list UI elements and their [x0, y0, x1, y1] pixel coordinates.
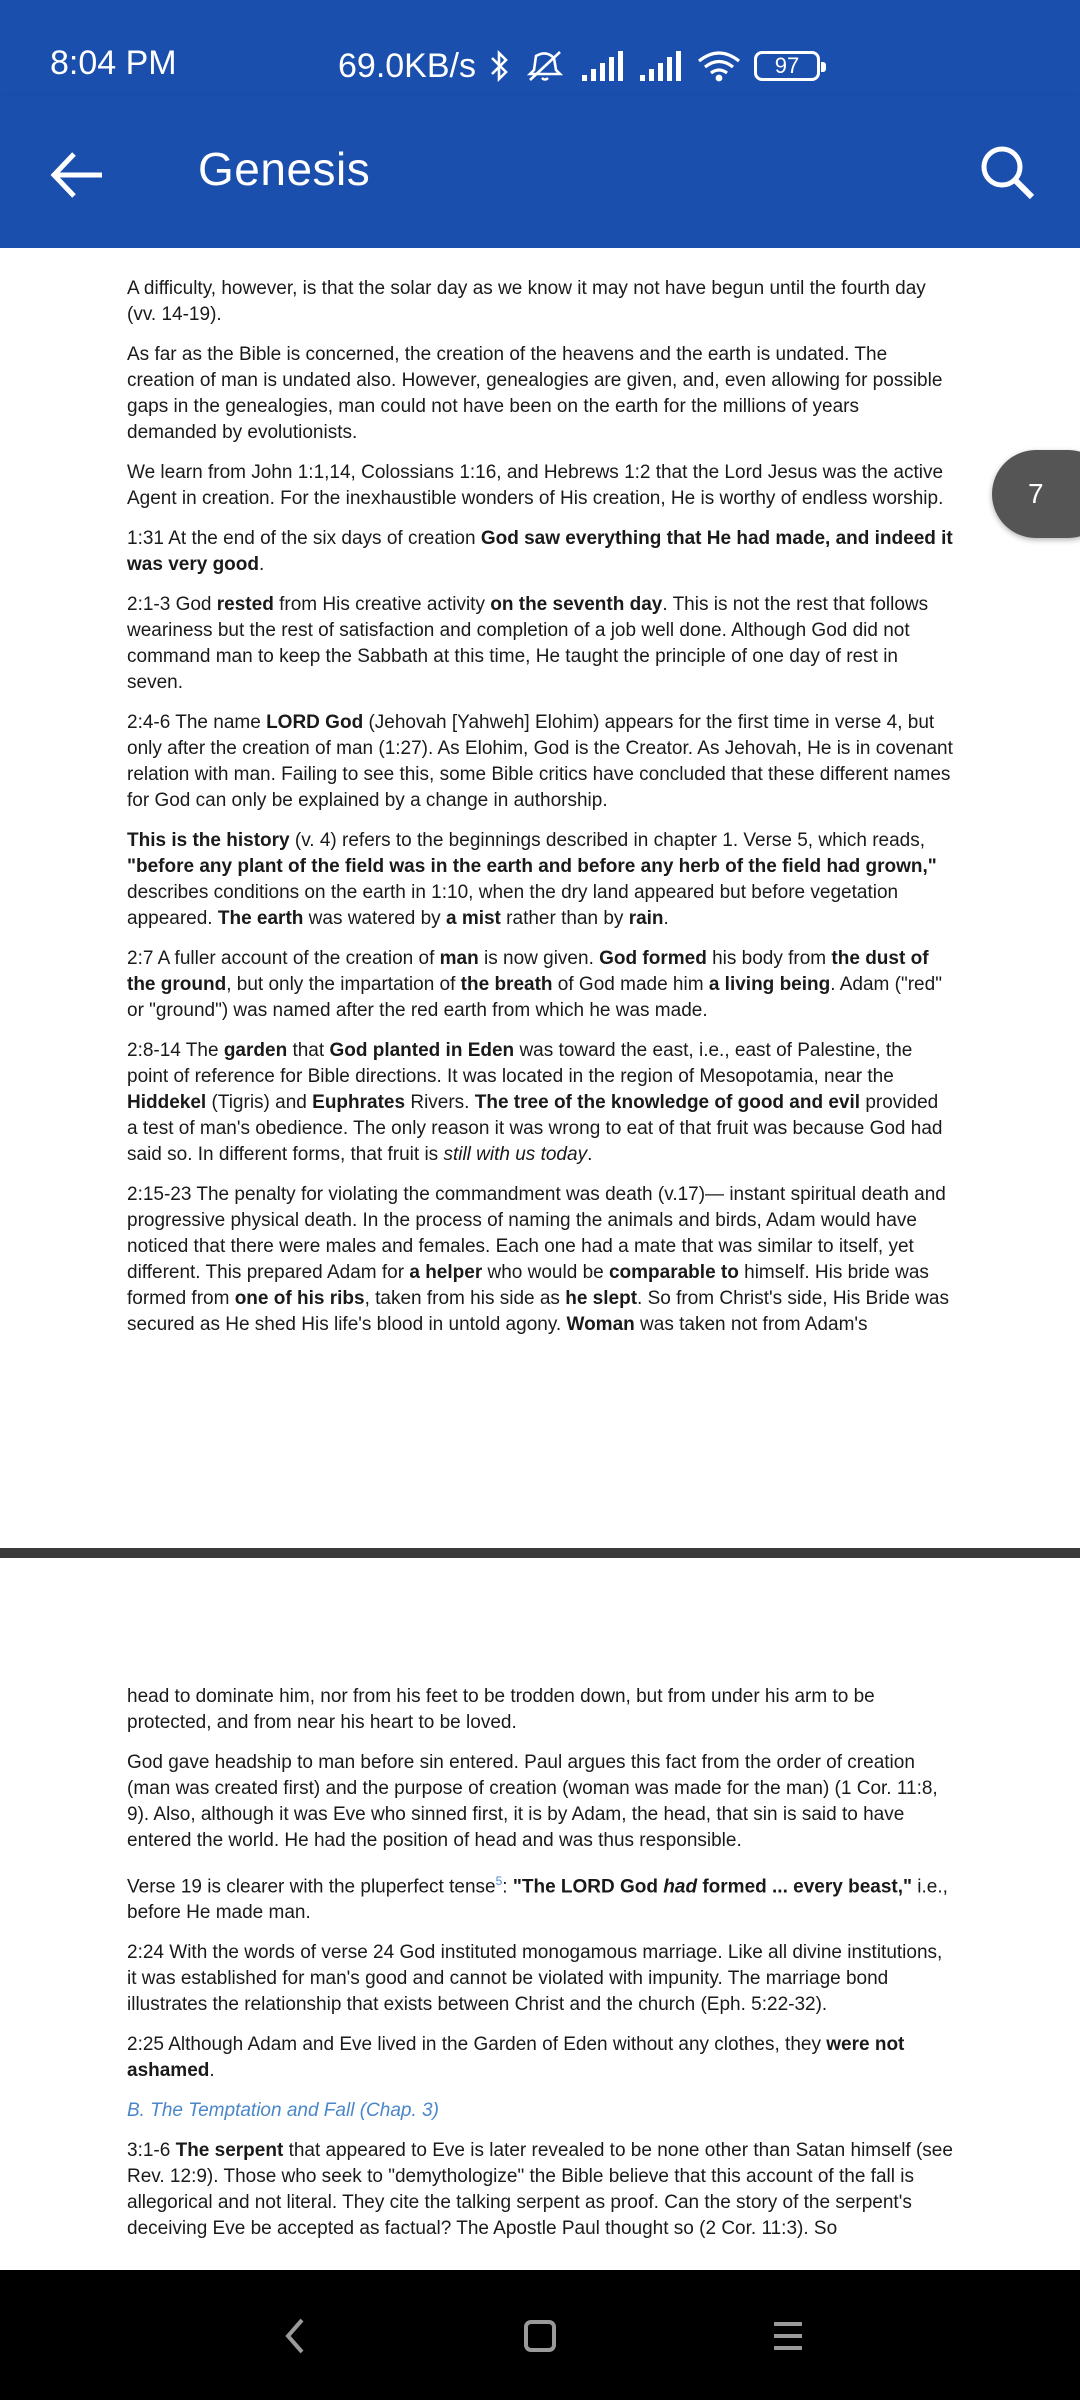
text-run: 2:7 A fuller account of the creation of [127, 948, 440, 969]
text-run: himself. His bride was formed from [127, 1262, 929, 1309]
text-run: was taken not from Adam's [634, 1314, 868, 1335]
text-run: (v. 4) refers to the beginnings described in chapter 1. Verse 5, which reads, [289, 830, 926, 851]
text-run: As far as the Bible is concerned, the creation of the heavens and the earth is undated. The creation of man is undated also. However, genealogies are given, and, even allowing for possible gaps in the genealogies, man could not have been on the earth for the millions of years demanded by evolutionists. [127, 344, 943, 443]
paragraph [127, 1750, 953, 1854]
page-divider [0, 1548, 1080, 1558]
text-run: 3:1-6 [127, 2140, 176, 2162]
paragraph [127, 1940, 953, 2018]
bold-text: Woman [566, 1314, 635, 1335]
paragraph [127, 342, 953, 446]
menu-icon [760, 2308, 816, 2364]
search-button[interactable] [972, 138, 1042, 208]
paragraph [127, 2138, 953, 2242]
text-run: i.e., before He made man. [127, 1876, 948, 1924]
paragraph [127, 526, 953, 578]
text-run: (Tigris) and [206, 1092, 313, 1113]
text-run: from His creative activity [273, 594, 491, 615]
app-bar [0, 96, 1080, 248]
bold-text: formed ... every beast," [697, 1876, 913, 1898]
text-run: provided a test of man's obedience. The only reason it was wrong to eat of that fruit was because God had said so. In different forms, that fruit is [127, 1092, 943, 1165]
text-run: 2:25 Although Adam and Eve lived in the Garden of Eden without any clothes, they [127, 2034, 827, 2056]
status-indicators [338, 40, 820, 92]
text-run: Verse 19 is clearer with the pluperfect tense [127, 1876, 496, 1898]
bold-text: a living being [708, 974, 831, 995]
bold-text: LORD God [266, 712, 364, 733]
text-run: of God made him [552, 974, 709, 995]
italic-text: still with us today [443, 1144, 588, 1165]
emphasis-text: had [663, 1876, 698, 1898]
bold-text: rain [628, 908, 664, 929]
paragraph [127, 592, 953, 696]
status-time: 8:04 PM [50, 44, 177, 82]
chevron-left-icon [268, 2308, 324, 2364]
bold-text: God planted in Eden [329, 1040, 515, 1061]
paragraph [127, 460, 953, 512]
text-run: , taken from his side as [364, 1288, 566, 1309]
paragraph [127, 946, 953, 1024]
text-run: . This is not the rest that follows weariness but the rest of satisfaction and completion of a job well done. Although God did not command man to keep the Sabbath at this time, He taught the principle of one day of rest in seven. [127, 594, 929, 693]
paragraph [127, 276, 953, 328]
text-run: 2:24 With the words of verse 24 God instituted monogamous marriage. Like all divine institutions, it was established for man's good and cannot be violated with impunity. The marriage bond illustrates the relationship that exists between Christ and the church (Eph. 5:22-32). [127, 1942, 943, 2016]
bold-text: comparable to [608, 1262, 739, 1283]
bold-text: "before any plant of the field was in the earth and before any herb of the field had grown," [127, 856, 937, 877]
signal-icon-2 [638, 49, 684, 83]
wifi-icon [696, 49, 742, 83]
text-run: rather than by [500, 908, 629, 929]
text-run: describes conditions on the earth in 1:10, when the dry land appeared but before vegetation appeared. [127, 882, 899, 929]
page-number: 7 [1028, 478, 1044, 509]
text-run: (Jehovah [Yahweh] Elohim) appears for the first time in verse 4, but only after the creation of man (1:27). As Elohim, God is the Creator. As Jehovah, He is in covenant relation with man. Failing to see this, some Bible critics have concluded that these different names for God can only be explained by a change in authorship. [127, 712, 953, 811]
paragraph [127, 1684, 953, 1736]
nav-recents-button[interactable] [760, 2308, 816, 2364]
back-button[interactable] [44, 140, 114, 210]
text-run: his body from [706, 948, 832, 969]
text-run: . So from Christ's side, His Bride was secured as He shed His life's blood in untold agony. [127, 1288, 949, 1335]
nav-back-button[interactable] [268, 2308, 324, 2364]
bold-text: he slept [565, 1288, 638, 1309]
battery-level: 97 [774, 53, 800, 78]
bold-text: the dust of the ground [127, 948, 929, 995]
nav-home-button[interactable] [512, 2308, 568, 2364]
arrow-left-icon [44, 140, 114, 210]
text-run: head to dominate him, nor from his feet to be trodden down, but from under his arm to be protected, and from near his heart to be loved. [127, 1686, 875, 1733]
text-run: . [259, 554, 265, 575]
bluetooth-icon [488, 48, 512, 84]
footnote-ref[interactable]: 5 [495, 1874, 503, 1888]
bold-text: man [439, 948, 479, 969]
text-run: that [287, 1040, 330, 1061]
document-page-2[interactable] [0, 1558, 1080, 2270]
bold-text: Euphrates [312, 1092, 406, 1113]
text-run: 2:1-3 God [127, 594, 217, 615]
battery-icon [754, 51, 820, 81]
bold-text: "The LORD God [512, 1876, 664, 1898]
signal-icon-1 [580, 49, 626, 83]
bold-text: The serpent [175, 2140, 284, 2162]
document-page-1[interactable] [0, 248, 1080, 1548]
paragraph [127, 1182, 953, 1338]
text-run: is now given. [478, 948, 600, 969]
search-icon [972, 138, 1042, 208]
bold-text: The tree of the knowledge of good and evil [474, 1092, 861, 1113]
network-speed: 69.0KB/s [338, 46, 476, 85]
bold-text: The earth [217, 908, 304, 929]
text-run: 2:15-23 The penalty for violating the commandment was death (v.17)— instant spiritual death and progressive physical death. In the process of naming the animals and birds, Adam would have noticed that there were males and females. Each one had a mate that was similar to itself, yet different. This prepared Adam for [127, 1184, 946, 1283]
bold-text: This is the history [127, 830, 290, 851]
text-run: A difficulty, however, is that the solar day as we know it may not have begun until the fourth day (vv. 14-19). [127, 278, 926, 325]
bold-text: the breath [460, 974, 553, 995]
system-nav-bar [0, 2270, 1080, 2400]
section-heading: B. The Temptation and Fall (Chap. 3) [127, 2100, 439, 2122]
paragraph [127, 2032, 953, 2084]
text-run: We learn from John 1:1,14, Colossians 1:16, and Hebrews 1:2 that the Lord Jesus was the active Agent in creation. For the inexhaustible wonders of His creation, He is worthy of endless worship. [127, 462, 944, 509]
bold-text: on the seventh day [490, 594, 663, 615]
text-run: 1:31 At the end of the six days of creation [127, 528, 481, 549]
paragraph [127, 1868, 953, 1926]
bold-text: God saw everything that He had made, and indeed it was very good [127, 528, 953, 575]
bold-text: were not ashamed [127, 2034, 905, 2082]
text-run: was toward the east, i.e., east of Palestine, the point of reference for Bible directions. It was located in the region of Mesopotamia, near the [127, 1040, 913, 1087]
paragraph [127, 2098, 953, 2124]
bold-text: a helper [409, 1262, 483, 1283]
text-run: who would be [482, 1262, 609, 1283]
page-1-text [127, 276, 953, 1352]
bold-text: rested [216, 594, 274, 615]
mute-icon [524, 48, 568, 84]
text-run: . [587, 1144, 593, 1165]
text-run: . [209, 2060, 215, 2082]
text-run: . Adam ("red" or "ground") was named after the red earth from which he was made. [127, 974, 942, 1021]
bold-text: Hiddekel [127, 1092, 207, 1113]
text-run: : [502, 1876, 513, 1898]
text-run: . [663, 908, 669, 929]
square-icon [512, 2308, 568, 2364]
status-bar [0, 0, 1080, 96]
paragraph [127, 1038, 953, 1168]
paragraph [127, 710, 953, 814]
text-run: God gave headship to man before sin entered. Paul argues this fact from the order of creation (man was created first) and the purpose of creation (woman was made for the man) (1 Cor. 11:8, 9). Also, although it was Eve who sinned first, it is by Adam, the head, that sin is said to have entered the world. He had the position of head and was thus responsible. [127, 1752, 938, 1851]
text-run: that appeared to Eve is later revealed to be none other than Satan himself (see Rev. 12:9). Those who seek to "demythologize" the Bible believe that this account of the fall is allegorical and not literal. They cite the talking serpent as proof. Can the story of the serpent's deceiving Eve be accepted as factual? The Apostle Paul thought so (2 Cor. 11:3). So [127, 2140, 953, 2240]
text-run: 2:8-14 The [127, 1040, 224, 1061]
bold-text: a mist [445, 908, 501, 929]
page-title: Genesis [198, 143, 371, 195]
page-2-text [127, 1684, 953, 2256]
paragraph [127, 828, 953, 932]
text-run: was watered by [303, 908, 446, 929]
page-number-badge[interactable] [992, 450, 1080, 538]
bold-text: garden [223, 1040, 288, 1061]
text-run: Rivers. [405, 1092, 475, 1113]
bold-text: one of his ribs [234, 1288, 365, 1309]
bold-text: God formed [599, 948, 707, 969]
text-run: , but only the impartation of [226, 974, 461, 995]
text-run: 2:4-6 The name [127, 712, 267, 733]
